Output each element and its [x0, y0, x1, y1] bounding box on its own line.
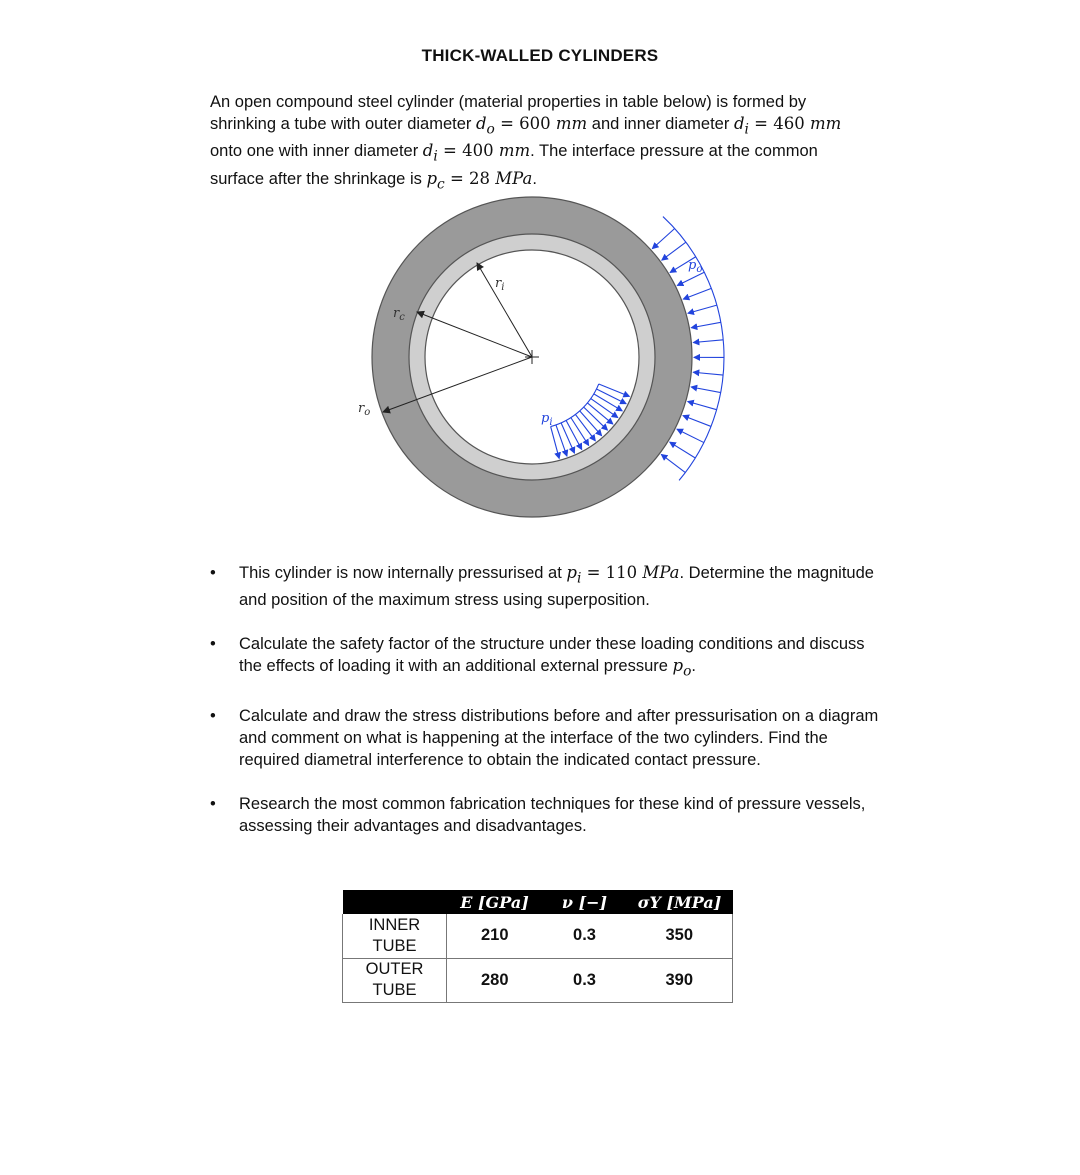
table-row: [343, 958, 733, 1002]
task-list: [210, 562, 890, 859]
cell-e: 210: [447, 914, 543, 958]
pressure-arrow: [683, 416, 711, 427]
pressure-arrow: [691, 387, 720, 393]
pressure-arrow: [688, 401, 717, 409]
task-item-3: • Calculate and draw the stress distributions before and after pressurisation on a diagram and comment on what is happening at the interface of the two cylinders. Find the required diametral interference to obtain the indicated contact pressure.: [210, 706, 879, 769]
pressure-arrow: [677, 429, 704, 442]
pressure-arrow: [688, 305, 717, 313]
pressure-arrow: [661, 454, 685, 472]
label-rc: $r_c$: [393, 306, 405, 323]
bullet-dot: •: [210, 794, 216, 813]
cylinder-diagram: [340, 195, 740, 525]
header-e: E [GPa]: [447, 890, 543, 914]
bullet-dot: •: [210, 706, 216, 725]
pressure-arrow: [662, 242, 686, 260]
bullet-dot: •: [210, 635, 216, 654]
pressure-arrow: [670, 442, 696, 458]
pressure-arrow: [693, 372, 723, 375]
material-properties-table: [342, 890, 733, 1003]
cell-e: 280: [447, 958, 543, 1002]
header-empty: [343, 890, 447, 914]
pressure-arrow: [683, 288, 711, 299]
cell-sy: 350: [627, 914, 733, 958]
row-label: OUTER TUBE: [343, 958, 447, 1002]
page-title: THICK-WALLED CYLINDERS: [421, 46, 659, 65]
label-ri: $r_i$: [495, 276, 505, 293]
pressure-arrow: [693, 340, 723, 343]
pressure-arrow: [691, 322, 721, 327]
header-sigma-y: σY [MPa]: [627, 890, 733, 914]
header-nu: ν [−]: [543, 890, 627, 914]
label-ro: $r_o$: [358, 401, 371, 418]
task-item-4: • Research the most common fabrication techniques for these kind of pressure vessels, assessing their advantages and disadvantages.: [210, 794, 866, 835]
row-label: INNER TUBE: [343, 914, 447, 958]
cell-nu: 0.3: [543, 958, 627, 1002]
label-pi: $p_i$: [541, 411, 553, 428]
intro-paragraph: An open compound steel cylinder (material properties in table below) is formed by shrinking a tube with outer diameter $d_o = 600$ mm and inner diameter $d_i = 460$ mm onto one with inner diameter $d_i = 400$ mm. The interface pressure at the common surface after the shrinkage is $p_c = 28$ MPa.: [210, 93, 842, 192]
pressure-arrow: [652, 229, 674, 249]
table-row: [343, 914, 733, 958]
bullet-dot: •: [210, 564, 216, 582]
cell-sy: 390: [627, 958, 733, 1002]
task-item-2: • Calculate the safety factor of the structure under these loading conditions and discuss the effects of loading it with an additional external pressure $p_o$.: [210, 635, 865, 680]
cell-nu: 0.3: [543, 914, 627, 958]
table-header-row: [343, 890, 733, 914]
task-item-1: • This cylinder is now internally pressurised at $p_i = 110$ MPa. Determine the magnitude and position of the maximum stress using superposition.: [210, 563, 874, 610]
label-po: $p_o$: [688, 258, 703, 275]
